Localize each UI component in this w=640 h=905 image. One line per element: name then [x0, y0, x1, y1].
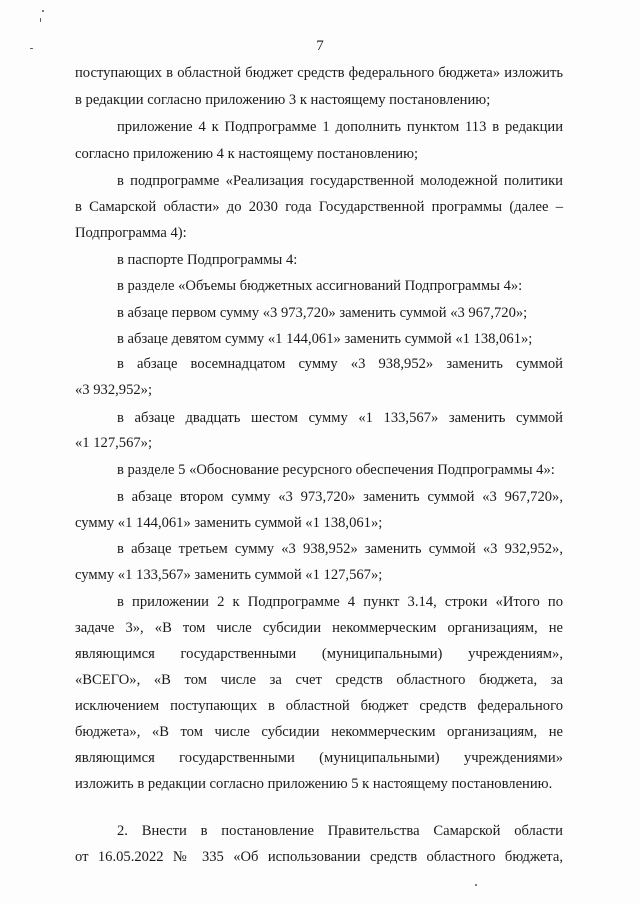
- text-line: в абзаце девятом сумму «1 144,061» заменить суммой «1 138,061»;: [117, 331, 533, 347]
- text-line: в редакции согласно приложению 3 к настоящему постановлению;: [75, 92, 491, 108]
- text-line: в разделе 5 «Обоснование ресурсного обеспечения Подпрограммы 4»:: [117, 462, 555, 478]
- text-line: согласно приложению 4 к настоящему постановлению;: [75, 146, 419, 162]
- text-line: в абзаце первом сумму «3 973,720» заменить суммой «3 967,720»;: [117, 305, 528, 321]
- text-line: в абзаце втором сумму «3 973,720» заменить суммой «3 967,720»,: [117, 489, 563, 505]
- text-line: сумму «1 144,061» заменить суммой «1 138,061»;: [75, 515, 383, 531]
- text-line: в приложении 2 к Подпрограмме 4 пункт 3.14, строки «Итого по: [117, 594, 563, 610]
- text-line: приложение 4 к Подпрограмме 1 дополнить пунктом 113 в редакции: [117, 119, 563, 135]
- scan-speck: [40, 18, 41, 22]
- text-line: в паспорте Подпрограммы 4:: [117, 252, 298, 268]
- scan-speck: [42, 10, 44, 12]
- text-line: в Самарской области» до 2030 года Государственной программы (далее –: [75, 199, 563, 215]
- text-line: изложить в редакции согласно приложению 5 к настоящему постановлению.: [75, 776, 553, 792]
- text-line: Подпрограмма 4):: [75, 225, 187, 241]
- text-line: являющимся государственными (муниципальными) учреждениям»,: [75, 646, 563, 662]
- text-line: бюджета», «В том числе субсидии некоммерческим организациям, не: [75, 724, 563, 740]
- text-line: «ВСЕГО», «В том числе за счет средств областного бюджета, за: [75, 672, 563, 688]
- scan-speck: [475, 884, 477, 886]
- text-line: поступающих в областной бюджет средств федерального бюджета» изложить: [75, 65, 563, 81]
- page-number: 7: [316, 38, 324, 54]
- text-line: в разделе «Объемы бюджетных ассигнований Подпрограммы 4»:: [117, 278, 523, 294]
- text-line: от 16.05.2022 № 335 «Об использовании средств областного бюджета,: [75, 849, 563, 865]
- text-line: задаче 3», «В том числе субсидии некоммерческим организациям, не: [75, 620, 563, 636]
- text-line: исключением поступающих в областной бюджет средств федерального: [75, 698, 563, 714]
- text-line: сумму «1 133,567» заменить суммой «1 127,567»;: [75, 567, 383, 583]
- text-line: в абзаце третьем сумму «3 938,952» заменить суммой «3 932,952»,: [117, 541, 563, 557]
- text-line: 2. Внести в постановление Правительства Самарской области: [117, 823, 563, 839]
- text-line: в подпрограмме «Реализация государственной молодежной политики: [117, 173, 563, 189]
- text-line: «1 127,567»;: [75, 435, 153, 451]
- text-line: являющимся государственными (муниципальными) учреждениями»: [75, 750, 563, 766]
- text-line: в абзаце восемнадцатом сумму «3 938,952» заменить суммой: [117, 356, 563, 372]
- text-line: «3 932,952»;: [75, 382, 153, 398]
- text-line: в абзаце двадцать шестом сумму «1 133,567» заменить суммой: [117, 410, 563, 426]
